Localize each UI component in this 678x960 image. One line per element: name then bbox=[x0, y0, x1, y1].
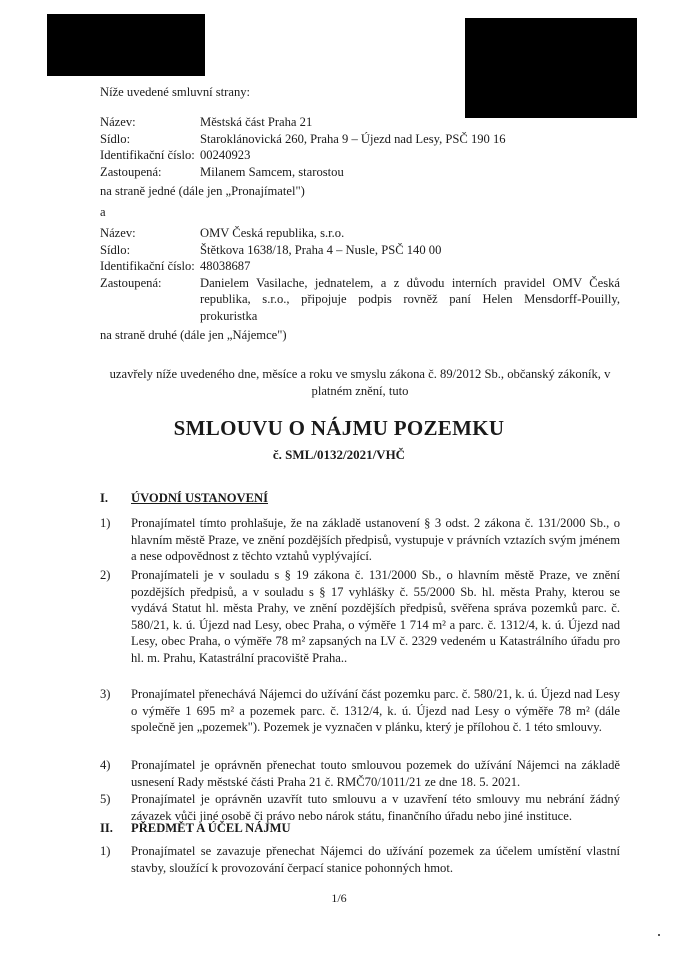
field-label: Název: bbox=[100, 226, 136, 240]
party-1-row bbox=[100, 147, 620, 164]
party-2-role: na straně druhé (dále jen „Nájemce") bbox=[100, 328, 287, 342]
item-number: 5) bbox=[100, 792, 111, 806]
item-number: 1) bbox=[100, 844, 111, 858]
item-text: Pronajímateli je v souladu s § 19 zákona č. 131/2000 Sb., o hlavním městě Praze, ve znění pozdějších předpisů, a v souladu s § 17 vyhlášky č. 55/2000 Sb. hl. města Prahy, kterou se vydává Statut hl. města Prahy, ve znění pozdějších předpisů, svěřena správa pozemků parc. č. 580/21, k. ú. Újezd nad Lesy, obec Praha, o výměře 1 714 m² a parc. č. 1312/4, k. ú. Újezd nad Lesy, obec Praha, o výměře 78 m² zapsaných na LV č. 2329 vedeném u Katastrálního úřadu pro hl. m. Prahu, Katastrální pracoviště Praha.. bbox=[131, 568, 620, 665]
contract-number: č. SML/0132/2021/VHČ bbox=[272, 447, 406, 462]
party-1-role: na straně jedné (dále jen „Pronajímatel") bbox=[100, 184, 305, 198]
item-text: Pronajímatel se zavazuje přenechat Nájemci do užívání pozemek za účelem umístění vlastní stavby, sloužící k provozování čerpací stanice pohonných hmot. bbox=[131, 844, 620, 875]
item-number: 2) bbox=[100, 568, 111, 582]
section-number: II. bbox=[100, 821, 113, 835]
field-label: Zastoupená: bbox=[100, 275, 162, 290]
and-word: a bbox=[100, 205, 106, 219]
field-label: Název: bbox=[100, 115, 136, 129]
scan-speck bbox=[658, 934, 660, 936]
field-value: Danielem Vasilache, jednatelem, a z důvodu interních pravidel OMV Česká republika, s.r.o., připojuje podpis rovněž paní Helen Mensdorff-Pouilly, prokuristka bbox=[200, 275, 620, 323]
field-label: Identifikační číslo: bbox=[100, 148, 195, 162]
list-item bbox=[100, 843, 620, 876]
field-value: OMV Česká republika, s.r.o. bbox=[200, 226, 345, 240]
field-value: 48038687 bbox=[200, 259, 251, 273]
concluded-text: uzavřely níže uvedeného dne, měsíce a roku ve smyslu zákona č. 89/2012 Sb., občanský zákoník, v platném znění, tuto bbox=[109, 367, 611, 398]
section-heading bbox=[100, 820, 620, 837]
party-2 bbox=[100, 225, 620, 324]
list-item bbox=[100, 567, 620, 666]
item-text: Pronajímatel je oprávněn přenechat touto smlouvou pozemek do užívání Nájemci na základě usnesení Rady městské části Praha 21 č. RMČ70/1011/21 ze dne 18. 5. 2021. bbox=[131, 758, 620, 789]
list-item bbox=[100, 515, 620, 565]
section-number: I. bbox=[100, 491, 109, 505]
redaction-block-right bbox=[465, 18, 637, 118]
field-label: Sídlo: bbox=[100, 131, 131, 146]
item-text: Pronajímatel přenechává Nájemci do užívání část pozemku parc. č. 580/21, k. ú. Újezd nad Lesy o výměře 1 695 m² a pozemek parc. č. 1312/4, k. ú. Újezd nad Lesy o výměře 78 m² (dále společně jen „pozemek"). Pozemek je vyznačen v plánku, který je přílohou č. 1 této smlouvy. bbox=[131, 687, 620, 734]
party-2-row bbox=[100, 275, 620, 325]
item-text: Pronajímatel tímto prohlašuje, že na základě ustanovení § 3 odst. 2 zákona č. 131/2000 Sb., o hlavním městě Praze, ve znění pozdějších předpisů, vystupuje v právních vztazích svým jménem a nese odpovědnost z těchto vztahů vyplývající. bbox=[131, 516, 620, 563]
intro-text: Níže uvedené smluvní strany: bbox=[100, 85, 251, 99]
field-label: Identifikační číslo: bbox=[100, 259, 195, 273]
section-title: ÚVODNÍ USTANOVENÍ bbox=[131, 491, 269, 505]
field-label: Zastoupená: bbox=[100, 164, 162, 179]
field-value: 00240923 bbox=[200, 148, 251, 162]
field-value: Městská část Praha 21 bbox=[200, 115, 313, 129]
party-1 bbox=[100, 114, 620, 180]
party-1-row bbox=[100, 164, 620, 181]
party-1-row bbox=[100, 131, 620, 148]
party-1-row bbox=[100, 114, 620, 131]
party-2-row bbox=[100, 258, 620, 275]
redaction-block-left bbox=[47, 14, 205, 76]
field-value: Milanem Samcem, starostou bbox=[200, 164, 344, 179]
section-title: PŘEDMĚT A ÚČEL NÁJMU bbox=[131, 821, 291, 835]
party-2-row bbox=[100, 225, 620, 242]
list-item bbox=[100, 757, 620, 790]
field-value: Štětkova 1638/18, Praha 4 – Nusle, PSČ 140 00 bbox=[200, 242, 442, 257]
party-2-row bbox=[100, 242, 620, 259]
field-value: Staroklánovická 260, Praha 9 – Újezd nad Lesy, PSČ 190 16 bbox=[200, 131, 506, 146]
item-number: 4) bbox=[100, 758, 111, 772]
section-heading bbox=[100, 490, 620, 507]
list-item bbox=[100, 686, 620, 736]
page-number: 1/6 bbox=[331, 891, 347, 905]
field-label: Sídlo: bbox=[100, 242, 131, 257]
item-number: 1) bbox=[100, 516, 111, 530]
document-title: SMLOUVU O NÁJMU POZEMKU bbox=[173, 416, 505, 440]
item-number: 3) bbox=[100, 687, 111, 701]
item-text: Pronajímatel je oprávněn uzavřít tuto smlouvu a v uzavření této smlouvy mu nebrání žádný závazek vůči jiné osobě či právo nebo nárok státu, finančního úřadu nebo jiné instituce. bbox=[131, 792, 620, 823]
